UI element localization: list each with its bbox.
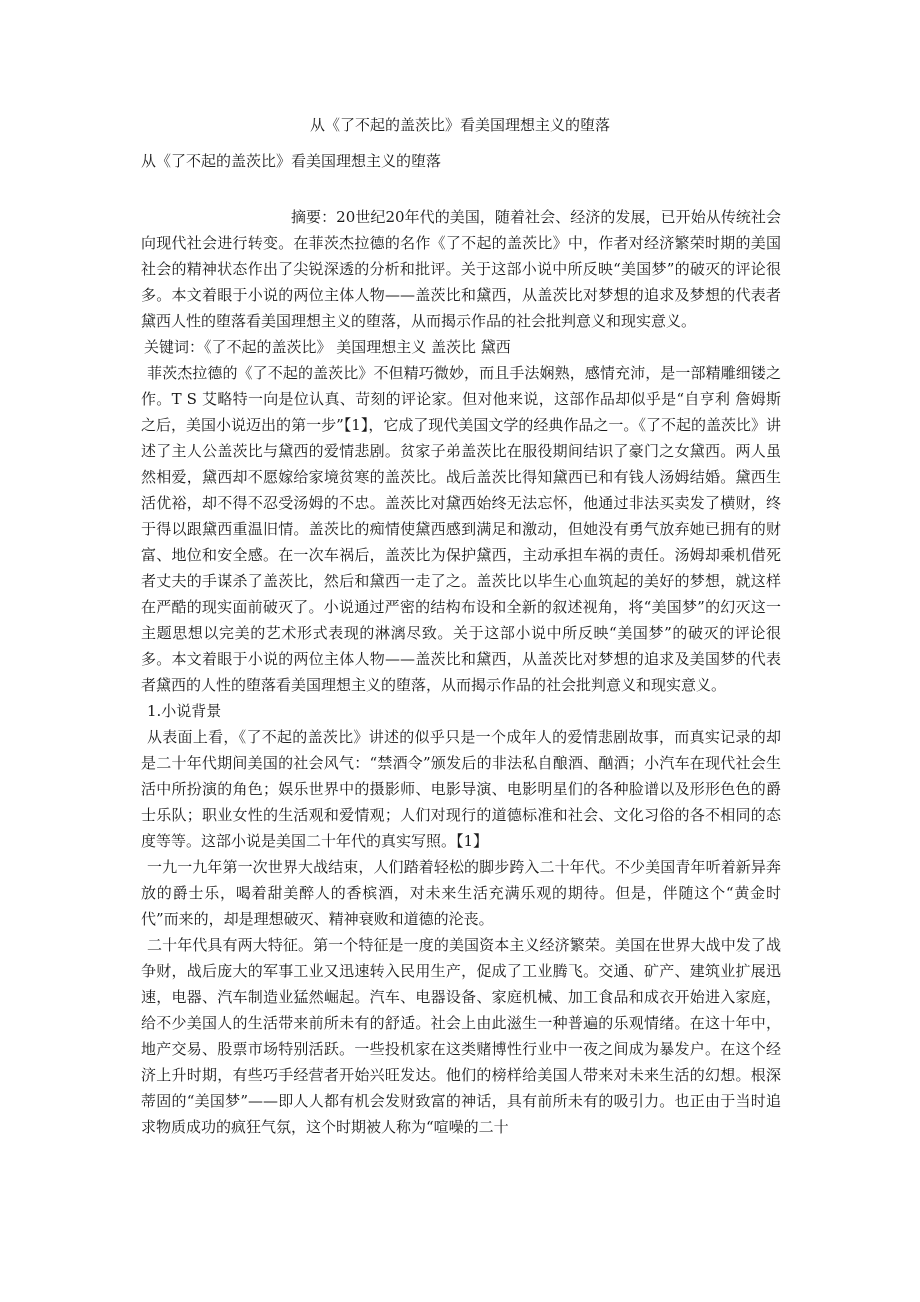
body-paragraph: 二十年代具有两大特征。第一个特征是一度的美国资本主义经济繁荣。美国在世界大战中发了战争财，战后庞大的军事工业又迅速转入民用生产，促成了工业腾飞。交通、矿产、建筑业扩展迅速，电器、汽车制造业猛然崛起。汽车、电器设备、家庭机械、加工食品和成衣开始进入家庭，给不少美国人的生活带来前所未有的舒适。社会上由此滋生一种普遍的乐观情绪。在这十年中，地产交易、股票市场特别活跃。一些投机家在这类赌博性行业中一夜之间成为暴发户。在这个经济上升时期，有些巧手经营者开始兴旺发达。他们的榜样给美国人带来对未来生活的幻想。根深蒂固的“美国梦”——即人人都有机会发财致富的神话，具有前所未有的吸引力。也正由于当时追求物质成功的疯狂气氛，这个时期被人称为“喧噪的二十 [141,936,781,1136]
section-heading: 1.小说背景 [147,702,222,720]
document-body [141,204,781,1140]
body-paragraph: 从表面上看，《了不起的盖茨比》讲述的似乎只是一个成年人的爱情悲剧故事，而真实记录的却是二十年代期间美国的社会风气：“禁酒令”颁发后的非法私自酿酒、酗酒；小汽车在现代社会生活中所扮演的角色；娱乐世界中的摄影师、电影导演、电影明星们的各种脸谱以及形形色色的爵士乐队；职业女性的生活观和爱情观；人们对现行的道德标准和社会、文化习俗的各不相同的态度等等。这部小说是美国二十年代的真实写照。【1】 [141,728,781,850]
keywords-line: 关键词：《了不起的盖茨比》 美国理想主义 盖茨比 黛西 [144,338,511,356]
intro-paragraph: 菲茨杰拉德的《了不起的盖茨比》不但精巧微妙，而且手法娴熟，感情充沛，是一部精雕细镂之作。T S 艾略特一向是位认真、苛刻的评论家。但对他来说，这部作品却似乎是“自亨利 詹姆斯之后，美国小说迈出的第一步”【1】，它成了现代美国文学的经典作品之一。《了不起的盖茨比》讲述了主人公盖茨比与黛西的爱情悲剧。贫家子弟盖茨比在服役期间结识了豪门之女黛西。两人虽然相爱，黛西却不愿嫁给家境贫寒的盖茨比。战后盖茨比得知黛西已和有钱人汤姆结婚。黛西生活优裕，却不得不忍受汤姆的不忠。盖茨比对黛西始终无法忘怀，他通过非法买卖发了横财，终于得以跟黛西重温旧情。盖茨比的痴情使黛西感到满足和激动，但她没有勇气放弃她已拥有的财富、地位和安全感。在一次车祸后，盖茨比为保护黛西，主动承担车祸的责任。汤姆却乘机借死者丈夫的手谋杀了盖茨比，然后和黛西一走了之。盖茨比以毕生心血筑起的美好的梦想，就这样在严酷的现实面前破灭了。小说通过严密的结构布设和全新的叙述视角，将“美国梦”的幻灭这一主题思想以完美的艺术形式表现的淋漓尽致。关于这部小说中所反映“美国梦”的破灭的评论很多。本文着眼于小说的两位主体人物——盖茨比和黛西，从盖茨比对梦想的追求及美国梦的代表者黛西的人性的堕落看美国理想主义的堕落，从而揭示作品的社会批判意义和现实意义。 [141,364,781,694]
document-subtitle: 从《了不起的盖茨比》看美国理想主义的堕落 [141,152,442,170]
abstract-paragraph: 摘要：20世纪20年代的美国，随着社会、经济的发展，已开始从传统社会向现代社会进行转变。在菲茨杰拉德的名作《了不起的盖茨比》中，作者对经济繁荣时期的美国社会的精神状态作出了尖锐深透的分析和批评。关于这部小说中所反映“美国梦”的破灭的评论很多。本文着眼于小说的两位主体人物——盖茨比和黛西，从盖茨比对梦想的追求及梦想的代表者黛西人性的堕落看美国理想主义的堕落，从而揭示作品的社会批判意义和现实意义。 [141,208,781,330]
document-title: 从《了不起的盖茨比》看美国理想主义的堕落 [309,116,610,134]
body-paragraph: 一九一九年第一次世界大战结束，人们踏着轻松的脚步跨入二十年代。不少美国青年听着新异奔放的爵士乐，喝着甜美醉人的香槟酒，对未来生活充满乐观的期待。但是，伴随这个“黄金时代”而来的，却是理想破灭、精神衰败和道德的沦丧。 [141,858,781,928]
